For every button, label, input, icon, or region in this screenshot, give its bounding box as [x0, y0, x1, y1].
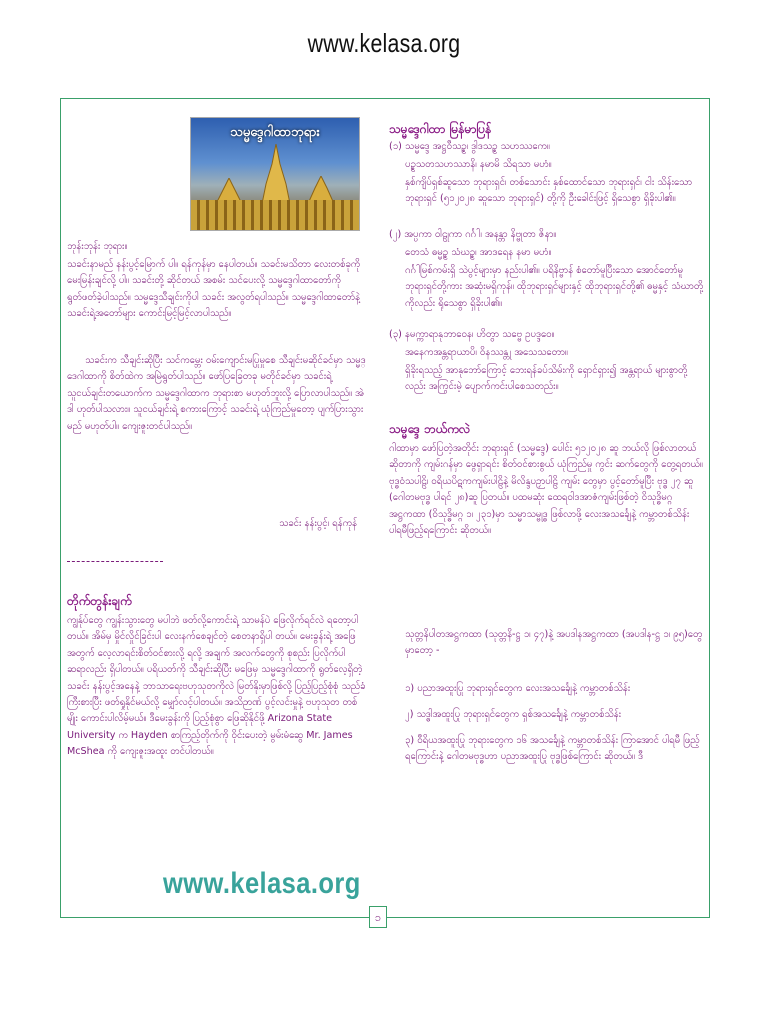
- list-item-2: ၂) သဒ္ဓါအထူးပြု ဘုရားရှင်တွေက ရှစ်အသင်္ချေနဲ့ ကမ္ဘာတစ်သိန်း: [405, 709, 622, 720]
- list-item-3: ၃) ဝီရိယအထူးပြု ဘုရားတွေက ၁၆ အသင်္ချေနဲ့ ကမ္ဘာတစ်သိန်း ကြာအောင် ပါရမီ ဖြည့်ရကြောင်းနဲ့ ဂေါတမဗုဒ္ဓဟာ ပညာအထူးပြု ဗုဒ္ဓဖြစ်ကြောင်း ဆိုတယ်။ ဒီ: [405, 735, 700, 763]
- verse-2-translation: ဂင်္ဂါမြစ်ကမ်းရှိ သဲပွင့်များမှာ နည်းပါ၏။ ပရိနိဗ္ဗာန် စံတော်မူပြီးသော အောင်တော်မူ ဘုရားရှင်တို့ကား အဆုံးမရှိကုန်။ ထိုဘုရားရှင်များနှင့် ထိုဘုရားရှင်တို့၏ ဓမ္မနှင့် သံဃာတို့ကိုလည်း ရိုသေစွာ ရှိခိုးပါ၏။: [405, 265, 704, 309]
- pagoda-icon: [259, 144, 293, 204]
- letter-greeting: ဘုန်းဘုန်း ဘုရား။: [67, 241, 128, 252]
- verse-1-line-1: (၁) သမ္မဒ္ဒေ အဋ္ဌဝီသဉ္စ၊ ဒွါဒသဉ္စ သဟဿကေ။: [389, 141, 550, 152]
- reply-body: ကျွန်ုပ်တွေ ကျွန်းသွားတွေ မပါဘဲ ဖတ်လို့ကောင်းရဲ့ သာမန်ပဲ ဖြေလိုက်ရင်လဲ ရတော့ပါတယ်။ အိမ်မှ မှိုင်လှိုင်ခြင်းပါ လေးနက်စေချင်တဲ့ စေတနာရှိပါ တယ်။ မေးခွန်းရဲ့ အဖြေအတွက် လေ့လာရင်းစိတ်ဝင်စားလို့ ရလို့ အချက် အလက်တွေကို စုစည်း ပြလိုက်ပါ ဆရာလည်း ရှိပါတယ်။ ပရိယတ်ကို သီချင်းဆိုပြီး မဖြေမှ သမ္မဒ္ဒေဂါထာကို ရွတ်လေ့ရှိတဲ့ သခင်း နန်းပွင့်အနေနဲ့ ဘာသာရေးဗဟုသုတကိုလဲ မြတ်နိုးမှာဖြစ်လို့ ပြည့်ပြည့်စုံစုံ သည်ခံကြီးစားပြီး ဖတ်ရှုနိုင်မယ်လို့ မျှော်လင့်ပါတယ်။ အသိဉာဏ် ပွင့်လင်းမှုနဲ့ ဗဟုသုတ တစ်မျိုး ကောင်းပါလိမ့်မယ်။ ဒီမေးခွန်းကို ပြည့်စုံစွာ ဖြေဆိုနိုင်ဖို့ Arizona State University က Hayden စာကြည့်တိုက်ကို ဝိုင်းပေးတဲ့ မွမ်းမံဆွေ Mr. James McShea ကို ကျေးဇူးအထူး တင်ပါတယ်။: [67, 615, 366, 758]
- verse-1-line-2: ပဉ္စသတသဟဿာနိ၊ နမာမိ သိရသာ မဟံ။: [405, 159, 552, 170]
- verse-1-translation: နှစ်ကျိပ်ရှစ်ဆူသော ဘုရားရှင်၊ တစ်သောင်း နှစ်ထောင်သော ဘုရားရှင်၊ ငါး သိန်းသော ဘုရားရှင် (၅၁၂၀၂၈ ဆူသော ဘုရားရှင်) တို့ကို ဦးခေါင်းဖြင့် ရှိသေစွာ ရှိခိုးပါ၏။: [405, 177, 693, 205]
- watermark-link[interactable]: www.kelasa.org: [163, 867, 361, 900]
- origin-paragraph-2: သုတ္တနိပါတအဋ္ဌကထာ (သုတ္တနိ-ဋ္ဌ ၁၊ ၄၇)နဲ့ အပဒါနအဋ္ဌကထာ (အပဒါန-ဋ္ဌ ၁၊ ၉၅)တွေမှာတော့ -: [405, 629, 703, 657]
- verse-3-line-2: အနေကအန္တရာယာပိ၊ ဝိနဿန္တု အသေသတော။: [405, 347, 568, 358]
- reply-title: တိုက်တွန်းချက်: [67, 594, 132, 608]
- letter-signature: သခင်း နန်းပွင့်၊ ရန်ကုန်: [278, 518, 357, 529]
- article-frame: [60, 98, 710, 918]
- pagoda-photo: [190, 117, 360, 231]
- verse-2-line-2: တေသံ ဓမ္မဉ္စ သံဃဉ္စ၊ အာဒရေန နမာ မဟံ။: [405, 247, 552, 258]
- section-translation-title: သမ္မဒ္ဒေဂါထာ မြန်မာပြန်: [389, 122, 492, 136]
- list-item-1: ၁) ပညာအထူးပြု ဘုရားရှင်တွေက လေးအသင်္ချေနဲ့ ကမ္ဘာတစ်သိန်း: [405, 683, 631, 694]
- section-origin-title: သမ္မဒ္ဒေ ဘယ်ကလဲ: [389, 422, 471, 436]
- origin-paragraph-1: ဂါထာမှာ ဖော်ပြတဲ့အတိုင်း ဘုရားရှင် (သမ္မဒ္ဒေ) ပေါင်း ၅၁၂၀၂၈ ဆူ ဘယ်လို ဖြစ်လာတယ်ဆိုတာကို ကျမ်းဂန်မှာ ဖွေရှာရင်း စိတ်ဝင်စားစွယ် ယုံကြည်မှု ကွင်း ဆက်တွေကို တွေ့ရတယ်။ ဗုဒ္ဓဝံသပါဠိ၊ ဝရိယပိဋကကျမ်းပါဠိနဲ့ မိလိန္ဒပဉှာပါဠိ ကျမ်း တွေမှာ ပွင့်တော်မူပြီး ဗုဒ္ဓ ၂၇ ဆူ (ဂေါတမဗုဒ္ဓ ပါရင် ၂၈)ဆူ ပြတယ်။ ပထမဆုံး ထေရဝါဒအာဇံကျမ်းဖြစ်တဲ့ ဝိသုဒ္ဓိမဂ္ဂအဋ္ဌကထာ (ဝိသုဒ္ဓိမဂ္ဂ ၁၊ ၂၃၁)မှာ သမ္မာသမ္ဗုဒ္ဓ ဖြစ်လာဖို့ လေးအသင်္ချေနဲ့ ကမ္ဘာတစ်သိန်း ပါရမီဖြည့်ရကြောင်း ဆိုတယ်။: [389, 443, 703, 537]
- verse-2-line-1: (၂) အပ္ပကာ ဝါဠုကာ ဂင်္ဂါ၊ အနန္တာ နိဗ္ဗုတာ ဇိနာ။: [389, 229, 557, 240]
- pagoda-base: [191, 200, 359, 230]
- site-header[interactable]: www.kelasa.org: [307, 28, 461, 58]
- section-divider: [67, 561, 163, 562]
- verse-3-translation: ရှိခိုးရသည့် အာနုဘော်ကြောင့် ဘေးရန်ခပ်သိမ်းကို ရှောင်ရှား၍ အန္တရာယ် များစွာတို့လည်း အကြွင်းမဲ့ ပျောက်ကင်းပါစေသတည်း။: [405, 365, 688, 393]
- photo-caption: သမ္မဒ္ဒေဂါထာဘုရား: [230, 125, 320, 140]
- letter-paragraph-2: သခင်းက သီချင်းဆိုပြီး သင်ကမ္ဘေး ဝမ်းကျောင်းမပြုမှုစေ သီချင်းမဆိုင်ခင်မှာ သမ္မဒ္ဒေဂါထာကို စိတ်ထဲက အမြဲရွတ်ပါသည်။ ဖော်ပြခြေတခု မတိုင်ခင်မှာ သခင်းရဲ့ သူငယ်ချင်းတယောက်က သမ္မဒ္ဒေဂါထာက ဘုရားစာ မဟုတ်ဘူးလို့ ပြောလာပါသည်။ အဲဒါ ဟုတ်ပါသလား။ သူငယ်ချင်းရဲ့ စကားကြောင့် သခင်းရဲ့ ယုံကြည်မှုတော့ ပျက်ပြားသွားမည် မဟုတ်ပါ။ ကျေးဇူးတင်ပါသည်။: [67, 355, 366, 432]
- verse-3-line-1: (၃) နမက္ကာရာနုဘာဝေန၊ ဟိတွာ သဗ္ဗေ ဥပဒ္ဒဝေ။: [389, 329, 555, 340]
- page-number: ၁: [369, 906, 387, 928]
- letter-paragraph-1: သခင်းနာမည် နန်းပွင့်မြောက် ပါ။ ရန်ကုန်မှာ နေပါတယ်။ သခင်းမသိတာ လေးတစ်ခုကို မေးမြန်းချင်လို့ ပါ။ သခင်းတို့ ဆိုင်တယ် အစမ်း သင်ပေးလို့ သမ္မဒ္ဒေဂါထာတော်ကို ရွတ်ဖတ်ခဲ့ပါသည်။ သမ္မဒ္ဒေသီချင်းကိုပါ သခင်း အလွတ်ရပါသည်။ သမ္မဒ္ဒေဂါထာတော်နဲ့ သခင်းရဲ့အတော်များ ကောင်းမြင့်မြင့်လာပါသည်။: [67, 259, 361, 320]
